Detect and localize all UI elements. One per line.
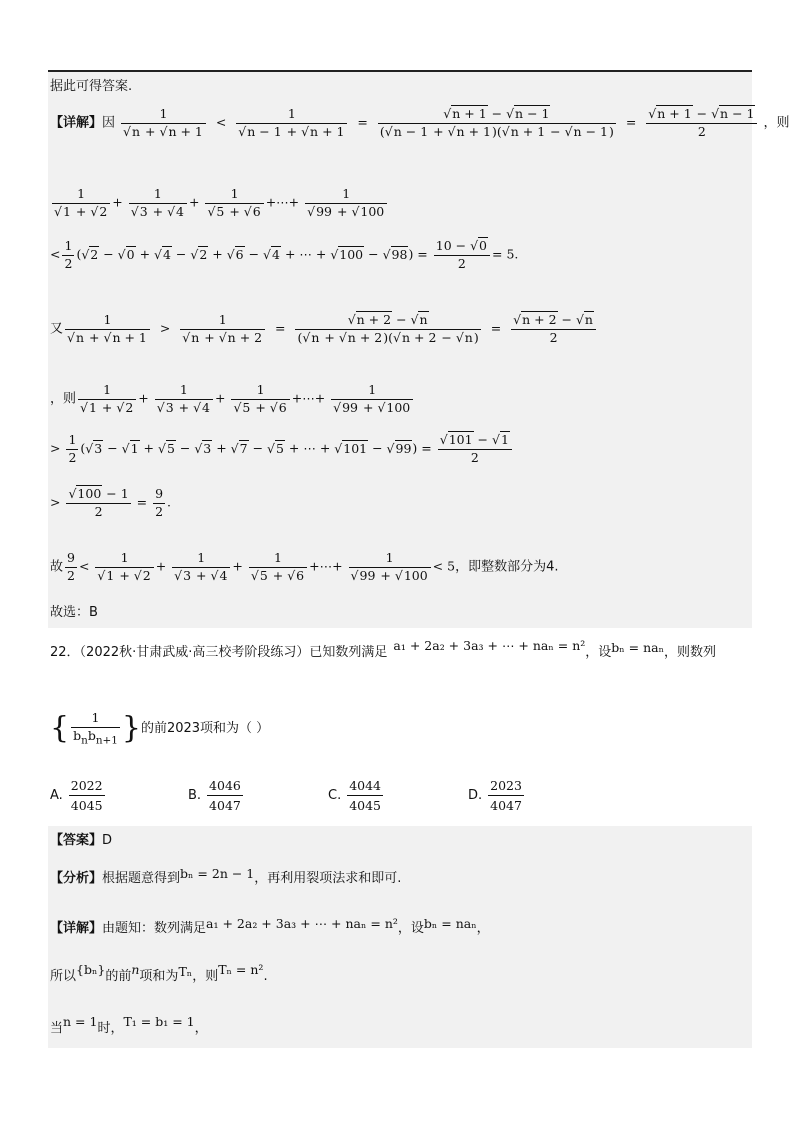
when-pre: 当 <box>50 1021 64 1036</box>
question-number: 22． <box>50 645 80 660</box>
analysis-line <box>50 866 402 886</box>
answer-label: 【答案】 <box>50 833 103 848</box>
solution-shade-top <box>48 72 752 628</box>
conclusion-line: 故 $\frac{9}{2}$ < 1 √ 1 + √ 2 + 1 √ 3 + √ 4 + 1 √ 5 + √ 6 +⋯+ 1 √ 99 + √ 100 < 5，即整数部分为4. <box>50 552 558 582</box>
detail2-line <box>50 916 490 936</box>
option-c-letter: C. <box>328 788 342 803</box>
so-mid: 的前 <box>105 969 132 984</box>
question-source: （2022秋·甘肃武威·高三校考阶段练习）已知数列满足 <box>79 645 388 660</box>
option-b[interactable] <box>188 778 245 813</box>
option-b-den: 4047 <box>209 798 241 813</box>
detail2-label: 【详解】 <box>50 921 103 936</box>
conclude-prefix: 故 <box>50 559 64 575</box>
question-tail: ，则数列 <box>664 645 717 660</box>
conclude-suffix: ，即整数部分为4. <box>455 559 559 575</box>
sum-expression-2: ，则 1 √ 1 + √ 2 + 1 √ 3 + √ 4 + 1 √ 5 + √ 6 +⋯+ 1 √ 99 + √ 100 <box>50 384 415 414</box>
detail2-pre: 由题知：数列满足 <box>102 921 207 936</box>
detail2-end: ， <box>476 921 490 936</box>
answer-line <box>50 834 112 847</box>
when-end: ， <box>194 1021 208 1036</box>
so-tn-eq: Tₙ = n² <box>218 962 264 977</box>
so-line <box>50 962 268 984</box>
option-b-num: 4046 <box>207 778 243 796</box>
sequence-line: { $\frac{1}{b_nb_{n+1}}$ }的前2023项和为（ ） <box>50 710 270 746</box>
option-d-den: 4047 <box>490 798 522 813</box>
sequence-text: 的前2023项和为（ ） <box>140 721 270 737</box>
option-a-den: 4045 <box>70 798 103 813</box>
so-pre: 所以 <box>50 969 77 984</box>
analysis-post: ，再利用裂项法求和即可. <box>254 871 402 886</box>
sum-ellipsis: +⋯+ <box>265 194 300 210</box>
option-b-letter: B. <box>188 788 202 803</box>
so-end: . <box>263 969 268 984</box>
option-c-den: 4045 <box>349 798 382 813</box>
lower-bound-line: > $\frac{1}{2}$ (√ 3 − √ 1 + √ 5 − √ 3 + √ 7 − √ 5 + ⋯ + √ 101 − √ 99) = √ $\frac{101 - √ 1}{2}$ <box>50 434 514 464</box>
lower-bound-result: > √ $\frac{100 - 1}{2}$ = $\frac{9}{2}$ . <box>50 488 171 518</box>
analysis-label: 【分析】 <box>50 871 103 886</box>
so-n: n <box>131 962 140 977</box>
question-set: ，设 <box>585 645 612 660</box>
option-c-num: 4044 <box>347 778 383 796</box>
so-mid2: 项和为 <box>139 969 179 984</box>
when-line <box>50 1014 208 1036</box>
result-1: = 5 <box>492 246 515 262</box>
when-cond: n = 1 <box>63 1014 98 1029</box>
option-d-num: 2023 <box>488 778 524 796</box>
detail1-prefix: 因 <box>102 115 116 131</box>
detail2-mid: ，设 <box>397 921 424 936</box>
analysis-pre: 根据题意得到 <box>102 871 181 886</box>
option-c[interactable] <box>328 778 385 813</box>
question-bn-def: bₙ = naₙ <box>611 640 665 655</box>
detail2-bn: bₙ = naₙ <box>423 916 477 931</box>
sum-expression-1: 1 √ 1 + √ 2 + 1 √ 3 + √ 4 + 1 √ 5 + √ 6 +⋯+ 1 √ 99 + √ 100 <box>50 188 389 218</box>
option-a[interactable] <box>50 778 107 813</box>
so-tn: Tₙ <box>178 964 193 979</box>
option-a-num: 2022 <box>69 778 105 796</box>
then-prefix: ，则 <box>50 391 77 407</box>
intro-text: 据此可得答案. <box>50 79 133 94</box>
upper-bound-line: < $\frac{1}{2}$ (√ 2 − √ 0 + √ 4 − √ 2 + √ 6 − √ 4 + ⋯ + √ 100 − √ 98) = $\frac{10 - √ 0}{2}$ = 5. <box>50 240 518 270</box>
answer-value: D <box>102 833 113 848</box>
option-a-letter: A. <box>50 788 63 803</box>
so-then: ，则 <box>192 969 219 984</box>
detail1-suffix: ，则 <box>763 115 790 131</box>
so-seq: {bₙ} <box>76 962 106 977</box>
detail-inequality-2: 又 1 √ n + √ n + 1 > 1 √ n + √ n + 2 = √ $\frac{n + 2 - √ n}{(√ n + √ n + 2)(√ n + 2 - √ n)}$ = √ $\frac{n + 2 - √ n}{2}$ <box>50 314 598 344</box>
detail-inequality-1: 【详解】因 1 √ n + √ n + 1 < 1 √ n − 1 + √ n + 1 = √ $\frac{n + 1 - √ n - 1}{(√ n - 1 + √ n + 1)(√ n + 1 - √ n - 1)}$ = √ $\frac{n + 1 - √ n - 1}{2}$ ，则 <box>50 108 789 138</box>
when-eq: T₁ = b₁ = 1 <box>123 1014 195 1029</box>
detail2-formula: a₁ + 2a₂ + 3a₃ + ⋯ + naₙ = n² <box>206 916 398 931</box>
option-d-letter: D. <box>468 788 483 803</box>
question-line <box>50 638 717 660</box>
again-prefix: 又 <box>50 321 64 337</box>
select-text: 故选：B <box>50 605 98 620</box>
when-mid: 时， <box>97 1021 124 1036</box>
option-d[interactable] <box>468 778 526 813</box>
detail-label: 【详解】 <box>50 115 103 131</box>
analysis-formula: bₙ = 2n − 1 <box>180 866 255 881</box>
question-condition: a₁ + 2a₂ + 3a₃ + ⋯ + naₙ = n² <box>393 638 586 653</box>
